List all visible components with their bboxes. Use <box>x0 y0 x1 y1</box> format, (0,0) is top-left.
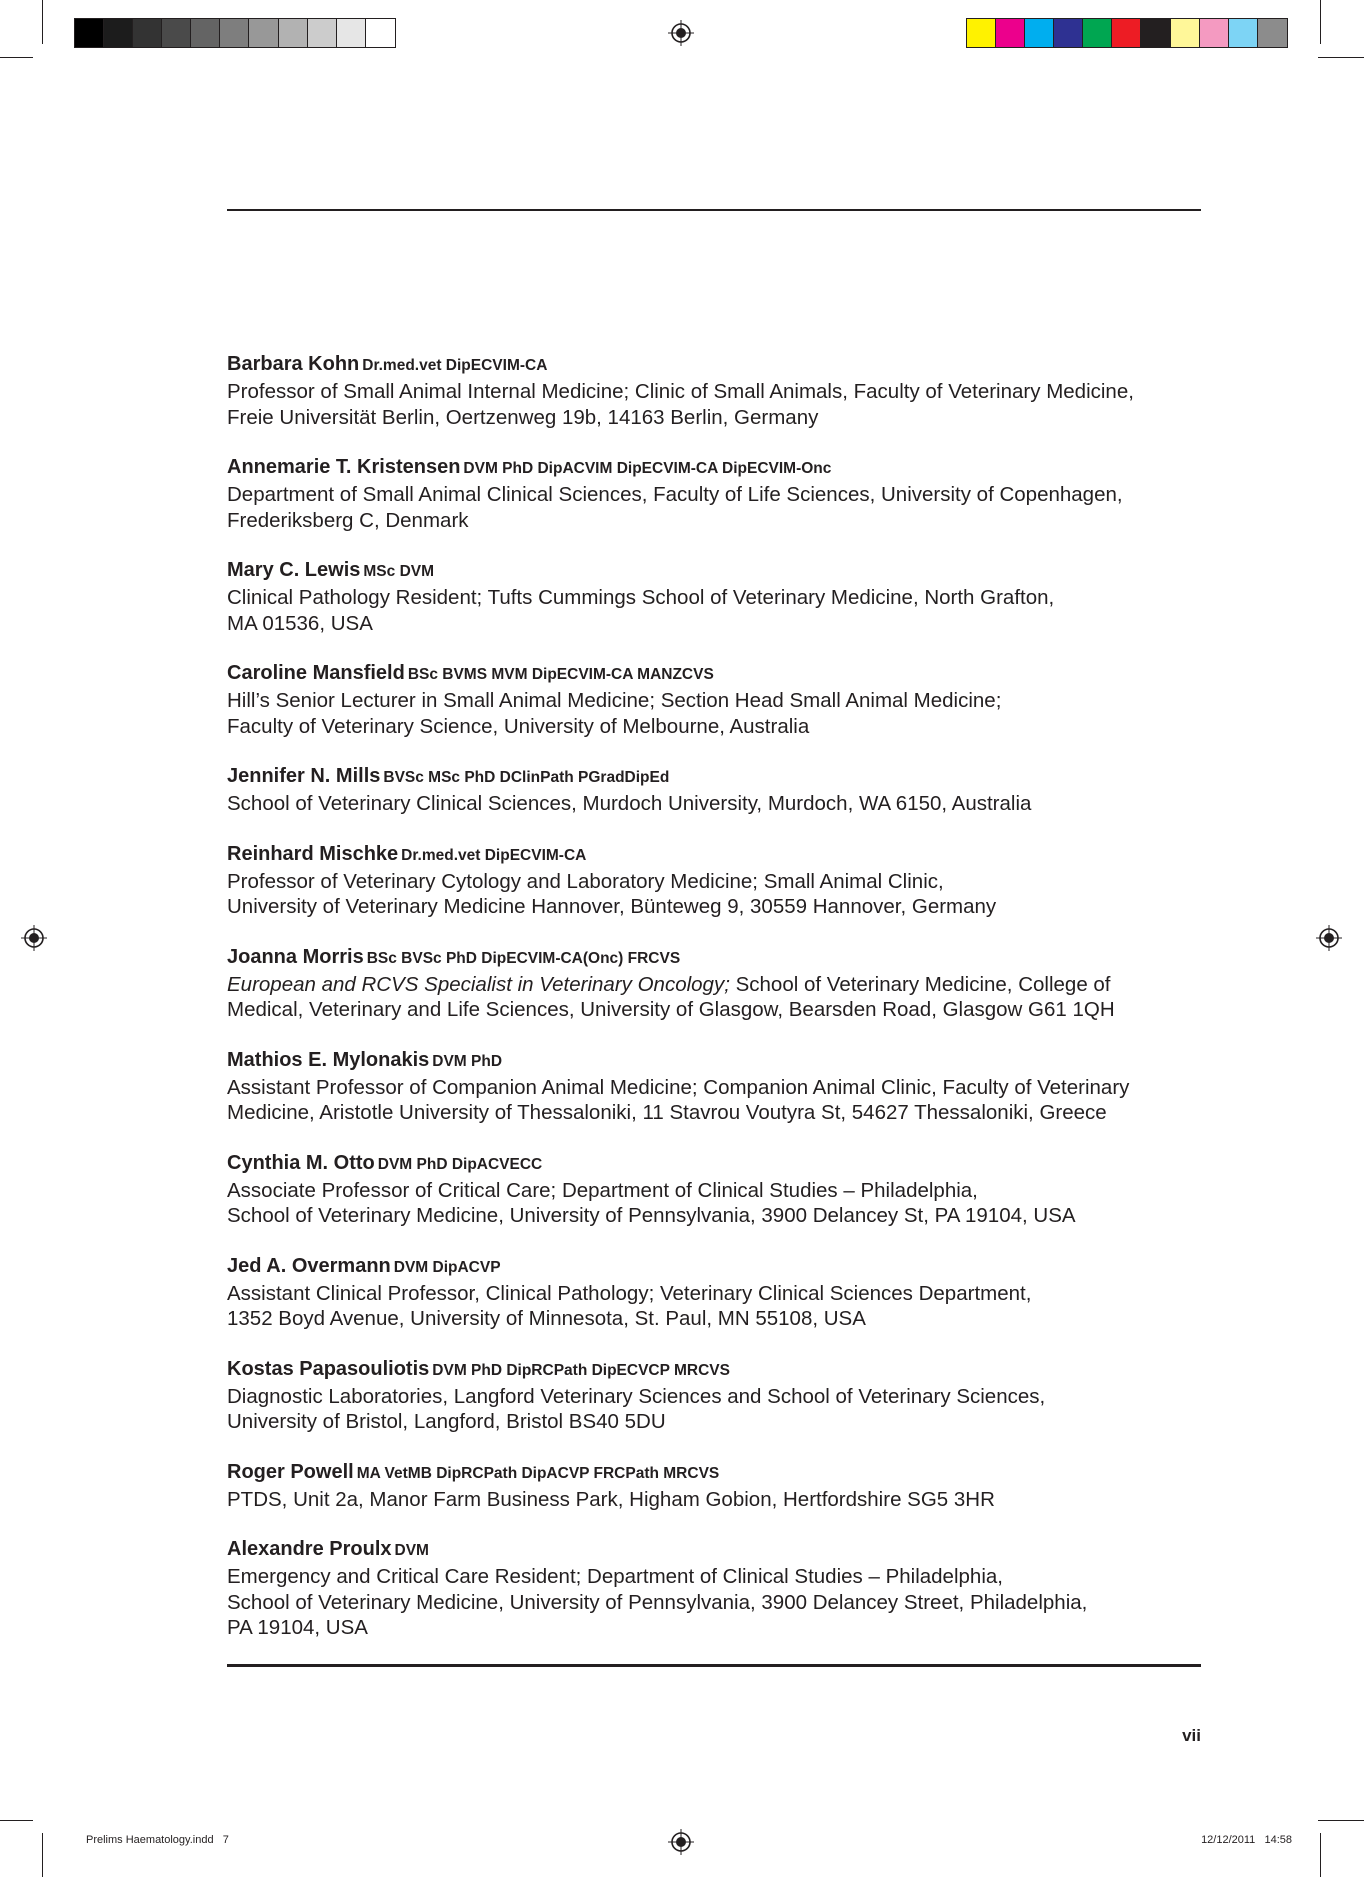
affiliation-line: Assistant Professor of Companion Animal Medicine; Companion Animal Clinic, Faculty of Veterinary <box>227 1075 1130 1099</box>
affiliation-line: Professor of Small Animal Internal Medicine; Clinic of Small Animals, Faculty of Veterinary Medicine, <box>227 380 1134 403</box>
contributor-affiliation <box>227 1281 1217 1332</box>
grayscale-calibration-bar <box>74 18 396 48</box>
affiliation-line: 1352 Boyd Avenue, University of Minnesota, St. Paul, MN 55108, USA <box>227 1307 866 1330</box>
crop-mark <box>1318 1820 1364 1821</box>
contributor-name: Mathios E. Mylonakis <box>227 1048 430 1071</box>
affiliation-line: Professor of Veterinary Cytology and Laboratory Medicine; Small Animal Clinic, <box>227 869 944 893</box>
bottom-rule <box>227 1664 1201 1667</box>
contributor-affiliation <box>227 1384 1217 1435</box>
contributor-name: Reinhard Mischke <box>227 842 399 865</box>
contributor-entry <box>227 944 1217 1023</box>
contributor-entry <box>227 1150 1217 1229</box>
registration-target-icon <box>1316 925 1342 951</box>
contributor-name-line <box>227 557 1217 585</box>
crop-mark <box>0 1820 33 1821</box>
contributor-entry <box>227 660 1217 739</box>
contributor-name-line <box>227 1150 1217 1178</box>
contributor-affiliation <box>227 482 1217 533</box>
affiliation-line: Faculty of Veterinary Science, University of Melbourne, Australia <box>227 714 810 738</box>
affiliation-line <box>227 972 1217 998</box>
calibration-swatch <box>75 19 104 47</box>
affiliation-line: University of Veterinary Medicine Hannover, Bünteweg 9, 30559 Hannover, Germany <box>227 895 997 918</box>
calibration-swatch <box>133 19 162 47</box>
contributor-credentials: MA VetMB DipRCPath DipACVP FRCPath MRCVS <box>356 1464 720 1482</box>
affiliation-line: School of Veterinary Clinical Sciences, Murdoch University, Murdoch, WA 6150, Australia <box>227 792 1032 815</box>
contributor-name: Jennifer N. Mills <box>227 765 381 787</box>
contributor-name: Kostas Papasouliotis <box>227 1357 430 1380</box>
contributor-affiliation <box>227 585 1217 636</box>
color-calibration-bar <box>966 18 1288 48</box>
affiliation-line: Diagnostic Laboratories, Langford Veterinary Sciences and School of Veterinary Sciences, <box>227 1384 1046 1408</box>
contributor-name-line <box>227 351 1217 379</box>
affiliation-line: MA 01536, USA <box>227 611 373 635</box>
contributor-name-line <box>227 1356 1217 1384</box>
contributor-affiliation <box>227 869 1217 920</box>
registration-target-icon <box>668 20 694 46</box>
affiliation-line: School of Veterinary Medicine, University of Pennsylvania, 3900 Delancey St, PA 19104, USA <box>227 1204 1076 1227</box>
contributor-credentials: DVM PhD DipACVECC <box>377 1155 543 1173</box>
contributor-credentials: DVM <box>394 1542 429 1559</box>
top-rule <box>227 209 1201 211</box>
affiliation-line: School of Veterinary Medicine, University of Pennsylvania, 3900 Delancey Street, Philadelphia, <box>227 1590 1088 1614</box>
affiliation-line: Clinical Pathology Resident; Tufts Cummings School of Veterinary Medicine, North Grafton, <box>227 586 1055 609</box>
contributor-name: Cynthia M. Otto <box>227 1151 375 1174</box>
affiliation-line: Medicine, Aristotle University of Thessaloniki, 11 Stavrou Voutyra St, 54627 Thessaloniki, Greece <box>227 1101 1107 1124</box>
crop-mark <box>1318 57 1364 58</box>
calibration-swatch <box>337 19 366 47</box>
contributor-name: Joanna Morris <box>227 945 364 968</box>
affiliation-line: Frederiksberg C, Denmark <box>227 508 469 532</box>
calibration-swatch <box>1025 19 1054 47</box>
affiliation-line: Department of Small Animal Clinical Sciences, Faculty of Life Sciences, University of Copenhagen, <box>227 483 1123 506</box>
affiliation-italic-title: European and RCVS Specialist in Veterinary Oncology; <box>227 972 730 996</box>
calibration-swatch <box>1171 19 1200 47</box>
contributor-name-line <box>227 841 1217 869</box>
crop-mark <box>42 1833 43 1877</box>
affiliation-line: Freie Universität Berlin, Oertzenweg 19b, 14163 Berlin, Germany <box>227 405 819 429</box>
contributor-name-line <box>227 660 1217 688</box>
registration-target-icon <box>21 925 47 951</box>
contributor-name-line <box>227 1047 1217 1075</box>
affiliation-line: Medical, Veterinary and Life Sciences, University of Glasgow, Bearsden Road, Glasgow G61 1QH <box>227 998 1115 1021</box>
contributor-entry <box>227 454 1217 533</box>
contributor-affiliation <box>227 379 1217 430</box>
contributor-credentials: DVM PhD <box>432 1052 503 1070</box>
contributor-name-line <box>227 1459 1217 1487</box>
contributor-name: Jed A. Overmann <box>227 1254 391 1277</box>
contributor-affiliation <box>227 1178 1217 1229</box>
calibration-swatch <box>1200 19 1229 47</box>
contributor-credentials: DVM PhD DipRCPath DipECVCP MRCVS <box>432 1361 730 1379</box>
contributor-entry <box>227 1536 1217 1641</box>
calibration-swatch <box>249 19 278 47</box>
contributor-credentials: DVM PhD DipACVIM DipECVIM-CA DipECVIM-Onc <box>463 460 832 477</box>
contributor-affiliation <box>227 688 1217 739</box>
page-number: vii <box>1182 1726 1201 1745</box>
calibration-swatch <box>1112 19 1141 47</box>
calibration-swatch <box>1141 19 1170 47</box>
contributor-credentials: BVSc MSc PhD DClinPath PGradDipEd <box>383 769 670 786</box>
crop-mark <box>1320 1833 1321 1877</box>
calibration-swatch <box>220 19 249 47</box>
contributor-affiliation <box>227 1564 1217 1641</box>
calibration-swatch <box>996 19 1025 47</box>
contributor-name: Caroline Mansfield <box>227 662 405 684</box>
contributor-name: Annemarie T. Kristensen <box>227 456 461 478</box>
calibration-swatch <box>104 19 133 47</box>
contributor-entry <box>227 841 1217 920</box>
crop-mark <box>0 57 33 58</box>
contributor-entry <box>227 351 1217 430</box>
contributor-credentials: Dr.med.vet DipECVIM-CA <box>362 357 548 374</box>
calibration-swatch <box>308 19 337 47</box>
contributor-entry <box>227 1253 1217 1332</box>
contributor-affiliation <box>227 1075 1217 1126</box>
calibration-swatch <box>1054 19 1083 47</box>
affiliation-line: PTDS, Unit 2a, Manor Farm Business Park, Higham Gobion, Hertfordshire SG5 3HR <box>227 1487 995 1511</box>
calibration-swatch <box>366 19 395 47</box>
slug-file-name: Prelims Haematology.indd 7 <box>86 1834 229 1846</box>
affiliation-line: Associate Professor of Critical Care; Department of Clinical Studies – Philadelphia, <box>227 1178 978 1202</box>
registration-target-icon <box>668 1829 694 1855</box>
contributor-entry <box>227 1356 1217 1435</box>
contributor-entry <box>227 763 1217 817</box>
contributor-entry <box>227 557 1217 636</box>
contributor-credentials: Dr.med.vet DipECVIM-CA <box>401 846 587 864</box>
calibration-swatch <box>191 19 220 47</box>
affiliation-line-text: School of Veterinary Medicine, College of <box>729 972 1111 996</box>
contributor-credentials: BSc BVMS MVM DipECVIM-CA MANZCVS <box>407 666 714 683</box>
contributor-entry <box>227 1459 1217 1513</box>
contributor-affiliation <box>227 972 1217 1023</box>
contributor-credentials: DVM DipACVP <box>393 1258 501 1276</box>
affiliation-line: PA 19104, USA <box>227 1616 368 1639</box>
crop-mark <box>1320 0 1321 44</box>
affiliation-line: University of Bristol, Langford, Bristol BS40 5DU <box>227 1410 666 1433</box>
calibration-swatch <box>967 19 996 47</box>
affiliation-line: Emergency and Critical Care Resident; Department of Clinical Studies – Philadelphia, <box>227 1565 1003 1588</box>
calibration-swatch <box>162 19 191 47</box>
contributor-name-line <box>227 1536 1217 1564</box>
contributor-name: Mary C. Lewis <box>227 559 361 581</box>
contributor-affiliation <box>227 791 1217 817</box>
contributor-name-line <box>227 944 1217 972</box>
contributor-list <box>227 351 1217 1665</box>
contributor-name: Roger Powell <box>227 1460 354 1483</box>
crop-mark <box>42 0 43 44</box>
contributor-name-line <box>227 1253 1217 1281</box>
calibration-swatch <box>1258 19 1287 47</box>
contributor-affiliation <box>227 1487 1217 1513</box>
affiliation-line: Hill’s Senior Lecturer in Small Animal Medicine; Section Head Small Animal Medicine; <box>227 689 1002 712</box>
contributor-name: Barbara Kohn <box>227 353 360 375</box>
contributor-name: Alexandre Proulx <box>227 1538 392 1560</box>
contributor-credentials: BSc BVSc PhD DipECVIM-CA(Onc) FRCVS <box>366 949 681 967</box>
contributor-entry <box>227 1047 1217 1126</box>
calibration-swatch <box>279 19 308 47</box>
contributor-name-line <box>227 454 1217 482</box>
contributor-name-line <box>227 763 1217 791</box>
calibration-swatch <box>1229 19 1258 47</box>
affiliation-line: Assistant Clinical Professor, Clinical Pathology; Veterinary Clinical Sciences Department, <box>227 1281 1032 1305</box>
slug-date-time: 12/12/2011 14:58 <box>1201 1834 1292 1846</box>
calibration-swatch <box>1083 19 1112 47</box>
contributor-credentials: MSc DVM <box>363 563 435 580</box>
